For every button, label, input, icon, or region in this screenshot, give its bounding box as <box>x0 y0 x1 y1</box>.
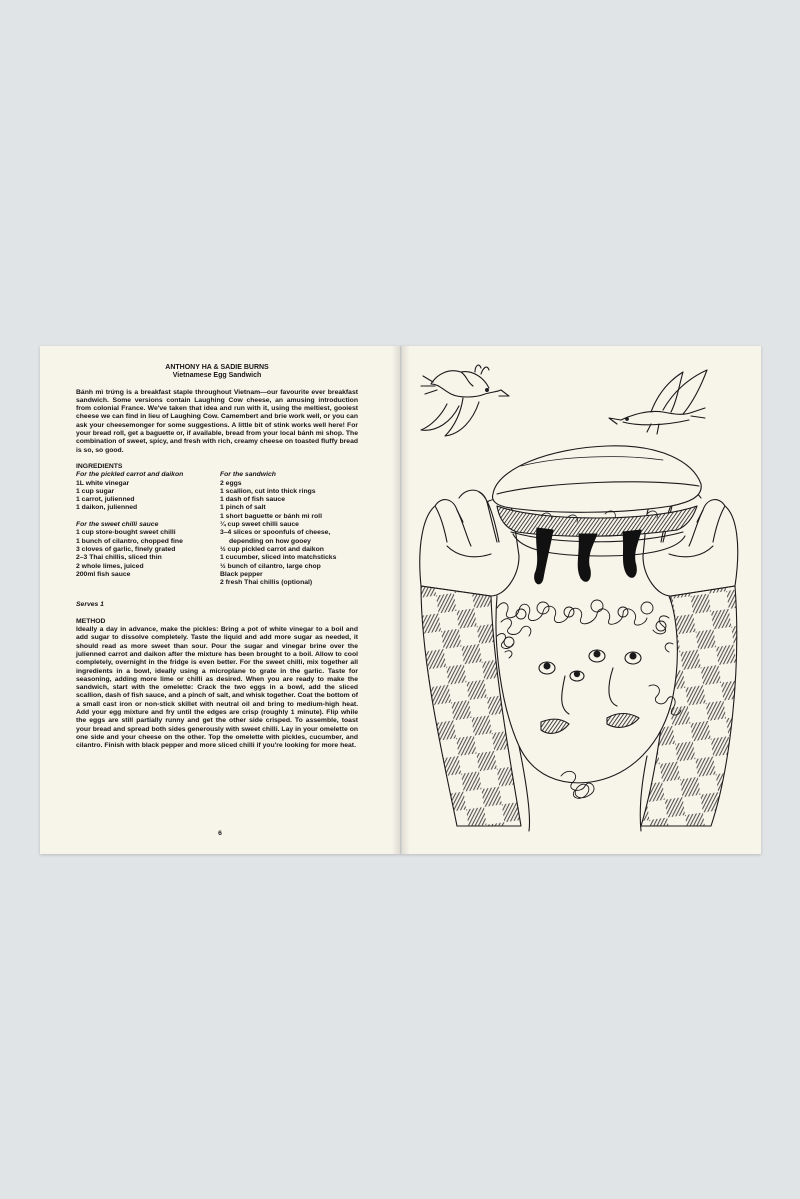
right-page <box>401 346 761 854</box>
list-item: 1 cup store-bought sweet chilli <box>76 529 176 537</box>
pickles-heading: For the pickled carrot and daikon <box>76 471 184 479</box>
list-item: 3 cloves of garlic, finely grated <box>76 545 176 553</box>
ingredients-column-left <box>76 471 220 587</box>
serves-line: Serves 1 <box>76 601 104 609</box>
list-item: ½ bunch of cilantro, large chop <box>220 562 321 570</box>
list-item: 1 bunch of cilantro, chopped fine <box>76 537 183 545</box>
list-item: 200ml fish sauce <box>76 570 131 578</box>
list-item: 1L white vinegar <box>76 479 130 487</box>
list-item: Black pepper <box>220 570 263 578</box>
list-item: ¼ cup sweet chilli sauce <box>220 521 299 529</box>
list-item: 1 scallion, cut into thick rings <box>220 487 316 495</box>
list-item: 1 short baguette or bánh mì roll <box>220 512 322 520</box>
ingredients-column-right <box>220 471 358 587</box>
method-paragraph: Ideally a day in advance, make the pickles: Bring a pot of white vinegar to a boil and add sugar to dissolve completely. Taste the liquid and add more sugar as needed, it should read as more sweet than sour. Pour the sugar and vinegar brine over the julienned carrot and daikon after the mixture has been brought to a boil. Allow to cool completely, overnight in the fridge is even better. For the sweet chilli, mix together all ingredients in a bowl, ideally using a microplane to grate in the garlic. Taste for seasoning, adding more lime or chilli as desired. When you are ready to make the sandwich, start with the omelette: Crack the two eggs in a bowl, add the sliced scallion, dash of fish sauce, and a pinch of salt, and whisk together. Coat the bottom of a small cast iron or non-stick skillet with neutral oil and bring to medium-high heat. Add your egg mixture and fry until the edges are crisp (roughly 1 minute). Flip while the eggs are still partially runny and get the other side crisped. To assemble, toast your bread and spread both sides generously with sweet chilli. Lay in your omelette on one side and your cheese on the other. Top the omelette with pickles, cucumber, and cilantro. Finish with black pepper and more sliced chilli if you're looking for more heat. <box>76 626 358 750</box>
list-item: ½ cup pickled carrot and daikon <box>220 545 324 553</box>
right-bird-icon <box>609 370 707 434</box>
intro-paragraph: Bánh mì trứng is a breakfast staple throughout Vietnam—our favourite ever breakfast sandwich. Some versions contain Laughing Cow cheese, an amusing introduction from colonial France. We've taken that idea and run with it, using the meltiest, gooiest cheese we can find in lieu of Laughing Cow. Camembert and brie work well, or you can ask your cheesemonger for some suggestions. A little bit of stink works well here! For your bread roll, get a baguette or, if available, bread from your local bánh mì shop. The combination of sweet, spicy, and fresh with rich, creamy cheese on toasted fluffy bread is so, so good. <box>76 388 359 454</box>
sauce-heading: For the sweet chilli sauce <box>76 521 159 529</box>
list-item: 1 pinch of salt <box>220 504 266 512</box>
book-spread <box>40 346 761 854</box>
page-number: 6 <box>218 830 222 837</box>
recipe-title: Vietnamese Egg Sandwich <box>172 372 262 380</box>
left-bird-icon <box>421 365 509 436</box>
list-item: 2–3 Thai chillis, sliced thin <box>76 554 162 562</box>
illustration-egg-sandwich <box>401 346 761 854</box>
list-item: 1 carrot, julienned <box>76 496 135 504</box>
sandwich-list <box>220 480 358 588</box>
author-line: ANTHONY HA & SADIE BURNS <box>165 364 269 371</box>
list-item: 1 dash of fish sauce <box>220 496 285 504</box>
list-item: 1 cucumber, sliced into matchsticks <box>220 554 337 562</box>
list-item: 2 eggs <box>220 479 242 487</box>
method-heading: METHOD <box>76 617 106 625</box>
sandwich-heading: For the sandwich <box>220 471 276 479</box>
sauce-list <box>76 529 220 579</box>
sandwich-icon <box>493 446 702 584</box>
list-item: depending on how gooey <box>229 537 311 545</box>
ingredients-heading: INGREDIENTS <box>76 462 123 470</box>
recipe-text <box>76 364 358 750</box>
list-item: 2 whole limes, juiced <box>76 562 144 570</box>
list-item: 1 cup sugar <box>76 487 115 495</box>
ingredients-columns <box>76 471 358 587</box>
list-item: 2 fresh Thai chillis (optional) <box>220 579 313 587</box>
pickles-list <box>76 480 220 513</box>
list-item: 1 daikon, julienned <box>76 504 138 512</box>
list-item: 3–4 slices or spoonfuls of cheese, <box>220 529 331 537</box>
left-page <box>40 346 400 854</box>
